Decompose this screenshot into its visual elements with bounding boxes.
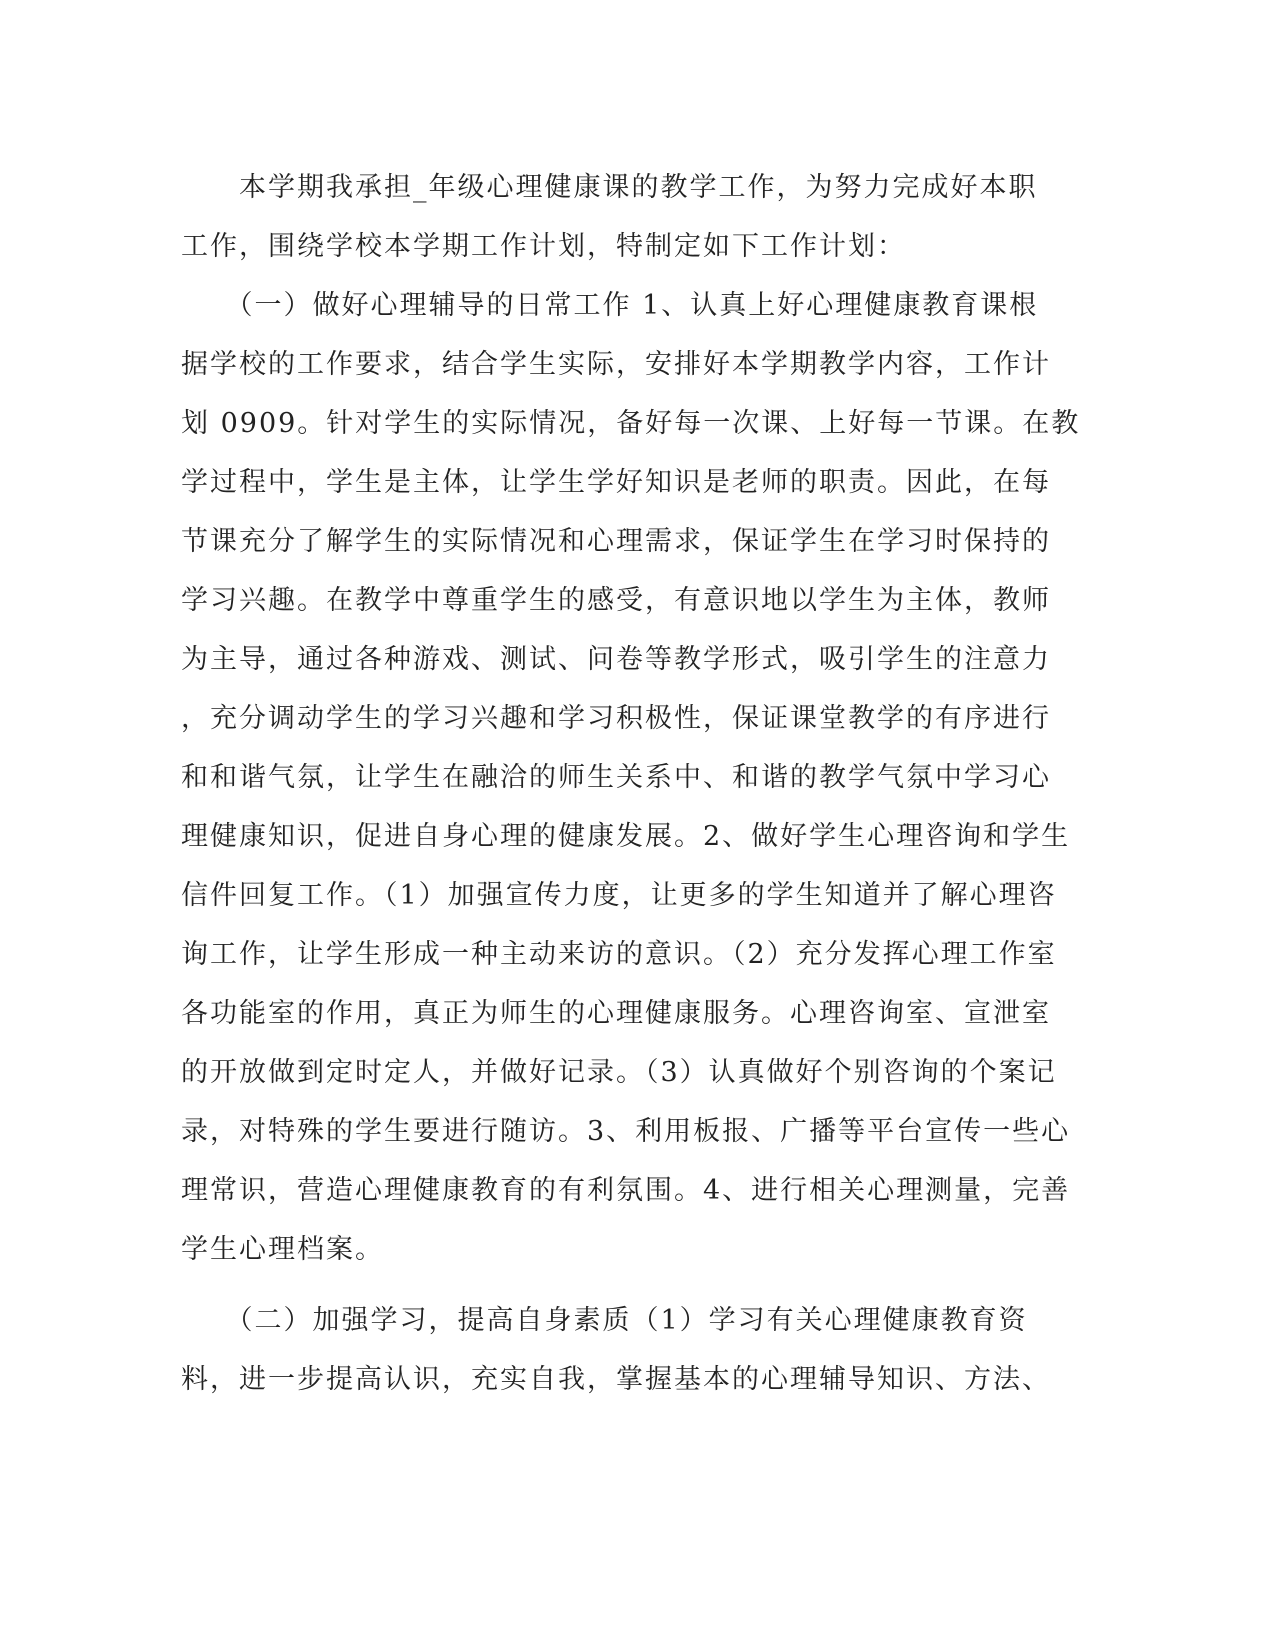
text-line: 划 0909。针对学生的实际情况，备好每一次课、上好每一节课。在教 [181, 408, 1081, 439]
text-line: 料，进一步提高认识，充实自我，掌握基本的心理辅导知识、方法、 [181, 1364, 1051, 1395]
text-line: 学生心理档案。 [181, 1234, 384, 1265]
body-text [181, 158, 1081, 1409]
text-line: 录，对特殊的学生要进行随访。3、利用板报、广播等平台宣传一些心 [181, 1116, 1071, 1147]
text-line: ，充分调动学生的学习兴趣和学习积极性，保证课堂教学的有序进行 [181, 703, 1051, 734]
text-line: 据学校的工作要求，结合学生实际，安排好本学期教学内容，工作计 [181, 349, 1051, 380]
paragraph-intro [181, 158, 1041, 276]
paragraph-spacer [181, 1279, 1041, 1291]
text-line: 信件回复工作。（1）加强宣传力度，让更多的学生知道并了解心理咨 [181, 880, 1057, 911]
text-line: 本学期我承担_年级心理健康课的教学工作，为努力完成好本职 [181, 172, 1038, 203]
text-line: 学过程中，学生是主体，让学生学好知识是老师的职责。因此，在每 [181, 467, 1051, 498]
text-line: 工作，围绕学校本学期工作计划，特制定如下工作计划： [181, 231, 906, 262]
paragraph-section-1 [181, 276, 1081, 1279]
text-line: 节课充分了解学生的实际情况和心理需求，保证学生在学习时保持的 [181, 526, 1051, 557]
text-line: 学习兴趣。在教学中尊重学生的感受，有意识地以学生为主体，教师 [181, 585, 1051, 616]
text-line: （二）加强学习，提高自身素质（1）学习有关心理健康教育资 [181, 1305, 1028, 1336]
text-line: 理常识，营造心理健康教育的有利氛围。4、进行相关心理测量，完善 [181, 1175, 1071, 1206]
text-line: 为主导，通过各种游戏、测试、问卷等教学形式，吸引学生的注意力 [181, 644, 1051, 675]
text-line: （一）做好心理辅导的日常工作 1、认真上好心理健康教育课根 [181, 290, 1039, 321]
text-line: 各功能室的作用，真正为师生的心理健康服务。心理咨询室、宣泄室 [181, 998, 1051, 1029]
text-line: 和和谐气氛，让学生在融洽的师生关系中、和谐的教学气氛中学习心 [181, 762, 1051, 793]
text-line: 的开放做到定时定人，并做好记录。（3）认真做好个别咨询的个案记 [181, 1057, 1057, 1088]
text-line: 询工作，让学生形成一种主动来访的意识。（2）充分发挥心理工作室 [181, 939, 1057, 970]
paragraph-section-2 [181, 1291, 1051, 1409]
text-line: 理健康知识，促进自身心理的健康发展。2、做好学生心理咨询和学生 [181, 821, 1071, 852]
